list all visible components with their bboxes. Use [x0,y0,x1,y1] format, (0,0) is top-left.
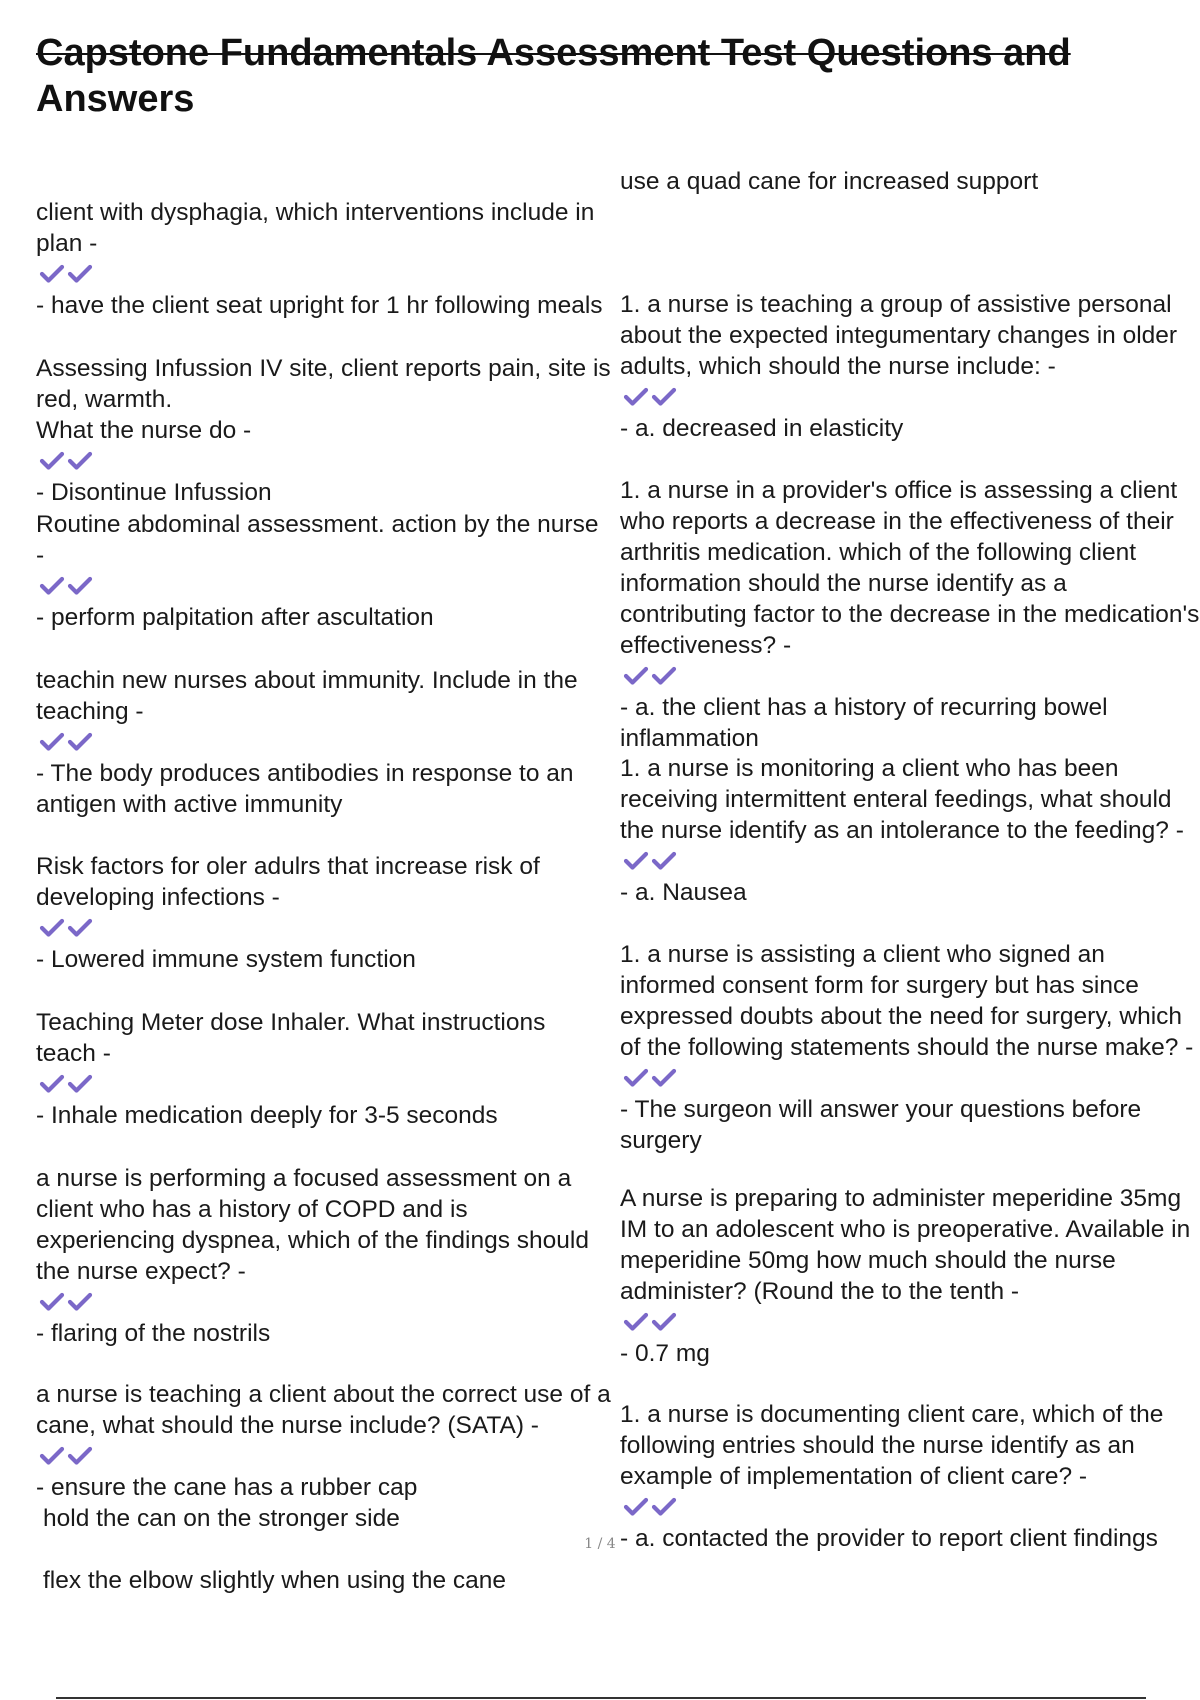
check-icon [622,386,650,408]
check-icon [66,731,94,753]
question-text: 1. a nurse is teaching a group of assistive personal about the expected integumentary changes in older adults, which should the nurse include: - [620,291,1178,380]
qa-item-informed-consent [620,908,1200,1156]
check-icon [622,1496,650,1518]
check-icon [66,917,94,939]
check-icon [38,917,66,939]
double-check-icon [38,1441,94,1472]
check-icon [650,850,678,872]
qa-item-dysphagia [36,166,611,321]
check-icon [622,850,650,872]
check-icon [650,386,678,408]
check-icon [66,1291,94,1313]
question-text: Risk factors for oler adulrs that increase risk of developing infections - [36,853,540,911]
answer-text: - flaring of the nostrils [36,1320,271,1347]
check-icon [38,1291,66,1313]
double-check-icon [38,913,94,944]
check-icon [650,665,678,687]
check-icon [650,1311,678,1333]
check-icon [66,575,94,597]
answer-line: flex the elbow slightly when using the cane [43,1567,507,1594]
qa-item-immunity [36,634,611,820]
check-icon [38,263,66,285]
footer-divider [56,1697,1146,1699]
answer-text: - ensure the cane has a rubber cap [36,1474,418,1501]
answer-text: - Lowered immune system function [36,946,416,973]
question-text: a nurse is teaching a client about the correct use of a cane, what should the nurse include? (SATA) - [36,1381,611,1439]
qa-item-abdominal [36,478,611,633]
qa-item-inhaler [36,976,611,1131]
check-icon [38,731,66,753]
question-text: 1. a nurse is assisting a client who signed an informed consent form for surgery but has since expressed doubts about the need for surgery, which of the following statements should the nurse make? - [620,941,1194,1061]
question-text: 1. a nurse is monitoring a client who has been receiving intermittent enteral feedings, what should the nurse identify as an intolerance to the feeding? - [620,755,1184,844]
title-line-1: Capstone Fundamentals Assessment Test Questions and [36,32,1071,74]
question-text: a nurse is performing a focused assessment on a client who has a history of COPD and is experiencing dyspnea, which of the findings should the nurse expect? - [36,1165,589,1285]
check-icon [622,665,650,687]
check-icon [38,450,66,472]
qa-item-enteral-feeding [620,722,1200,908]
double-check-icon [622,382,678,413]
answer-text: - have the client seat upright for 1 hr following meals [36,292,603,319]
check-icon [66,1445,94,1467]
answer-text: - a. the client has a history of recurring bowel inflammation [620,694,1108,752]
check-icon [66,1073,94,1095]
check-icon [650,1067,678,1089]
check-icon [66,263,94,285]
answer-text: - a. Nausea [620,879,747,906]
qa-item-copd [36,1132,611,1349]
double-check-icon [622,1307,678,1338]
qa-item-meperidine [620,1152,1200,1369]
check-icon [622,1311,650,1333]
qa-item-arthritis [620,444,1200,754]
answer-continuation: use a quad cane for increased support [620,168,1039,195]
qa-item-documentation [620,1368,1200,1554]
question-text: teachin new nurses about immunity. Include in the teaching - [36,667,578,725]
qa-item-cane [36,1348,611,1627]
check-icon [38,1073,66,1095]
answer-text: - a. decreased in elasticity [620,415,904,442]
answer-text: - The surgeon will answer your questions before surgery [620,1096,1142,1154]
double-check-icon [622,1492,678,1523]
question-text: 1. a nurse in a provider's office is assessing a client who reports a decrease in the effectiveness of their arthritis medication. which of the following client information should the nurse identify as a contributing factor to the decrease in the medication's effectiveness? - [620,477,1200,659]
question-text: Routine abdominal assessment. action by the nurse - [36,511,599,569]
question-text: Assessing Infussion IV site, client reports pain, site is red, warmth. What the nurse do - [36,355,611,444]
question-text: A nurse is preparing to administer meperidine 35mg IM to an adolescent who is preoperative. Available in meperidine 50mg how much should the nurse administer? (Round the to the tenth - [620,1185,1191,1305]
question-text: 1. a nurse is documenting client care, which of the following entries should the nurse identify as an example of implementation of client care? - [620,1401,1164,1490]
answer-text: - perform palpitation after ascultation [36,604,434,631]
double-check-icon [622,661,678,692]
double-check-icon [38,1287,94,1318]
check-icon [622,1067,650,1089]
double-check-icon [38,727,94,758]
check-icon [650,1496,678,1518]
document-title [36,30,1146,122]
double-check-icon [38,446,94,477]
title-line-2: Answers [36,78,195,120]
answer-text: - The body produces antibodies in response to an antigen with active immunity [36,760,574,818]
double-check-icon [622,1063,678,1094]
answer-line: hold the can on the stronger side [43,1505,400,1532]
question-text: client with dysphagia, which interventions include in plan - [36,199,595,257]
answer-text: - a. contacted the provider to report client findings [620,1525,1158,1552]
answer-text: - Disontinue Infussion [36,479,272,506]
qa-item-integumentary [620,258,1200,444]
check-icon [38,575,66,597]
double-check-icon [38,571,94,602]
page-number: 1 / 4 [584,1536,616,1552]
question-text: Teaching Meter dose Inhaler. What instructions teach - [36,1009,546,1067]
check-icon [66,450,94,472]
answer-text: - 0.7 mg [620,1340,710,1367]
double-check-icon [38,1069,94,1100]
double-check-icon [622,846,678,877]
double-check-icon [38,259,94,290]
answer-text: - Inhale medication deeply for 3-5 seconds [36,1102,498,1129]
check-icon [38,1445,66,1467]
qa-item-infection-risk [36,820,611,975]
